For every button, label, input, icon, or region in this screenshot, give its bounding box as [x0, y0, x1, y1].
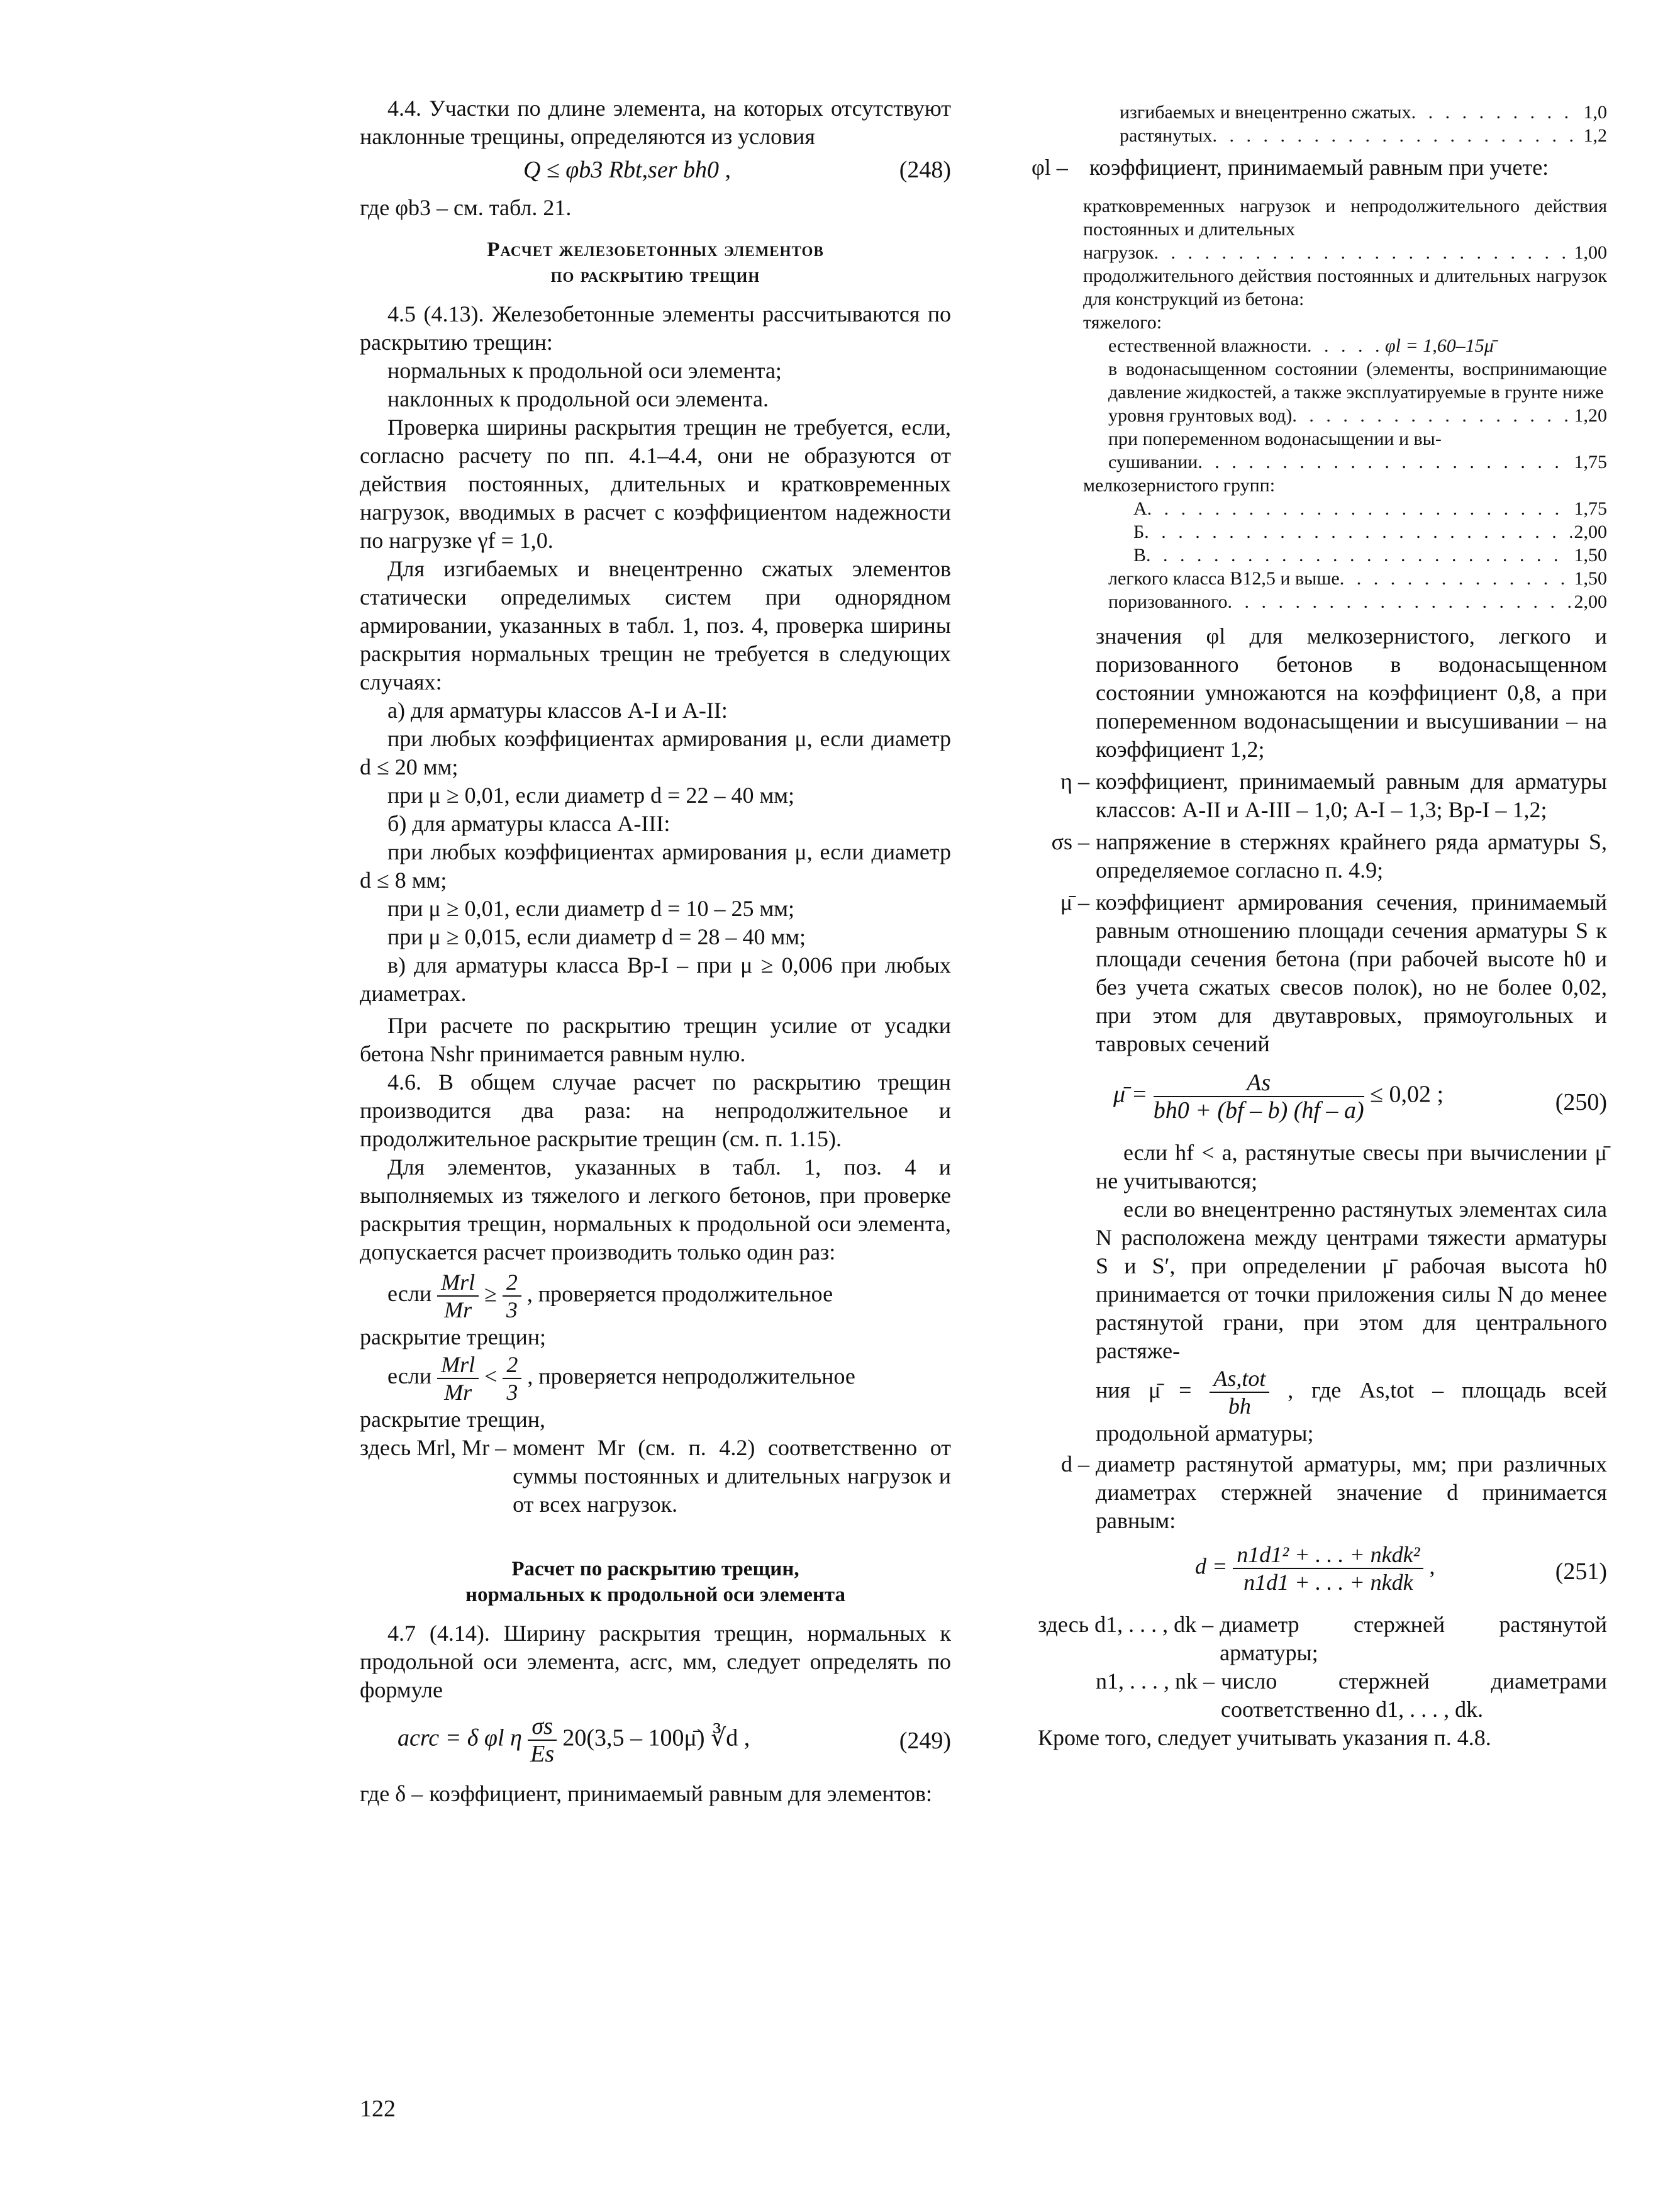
definition-eta-value: коэффициент, принимаемый равным для арматуры классов: А-II и А-III – 1,0; А-I – 1,3; Вр-I – 1,2;: [1096, 769, 1607, 822]
formula-250-numerator: As: [1154, 1070, 1364, 1097]
definition-eta-key: η –: [1060, 769, 1089, 794]
case-c: в) для арматуры класса Вр-I – при μ ≥ 0,006 при любых диаметрах.: [360, 952, 951, 1006]
para-4-6-b: Для элементов, указанных в табл. 1, поз. 4 и выполняемых из тяжелого и легкого бетонов, при проверке раскрытия трещин, нормальных к продольной оси элемента, допускается расчет производить только один раз:: [360, 1154, 951, 1265]
formula-251-numerator: n1d1² + . . . + nkdk²: [1233, 1541, 1423, 1569]
leader-row: [1108, 567, 1607, 590]
ratio-numerator: Mrl: [437, 1269, 479, 1297]
definition-d: [1038, 1450, 1607, 1535]
para-4-4: 4.4. Участки по длине элемента, на которых отсутствуют наклонные трещины, определяются из условия: [360, 96, 951, 149]
long-load-text: продолжительного действия постоянных и длительных нагрузок для конструкций из бетона:: [1083, 265, 1607, 310]
leader-row: [1120, 124, 1607, 147]
formula-250-number: (250): [1555, 1089, 1607, 1115]
definition-sigma-value: напряжение в стержнях крайнего ряда арматуры S, определяемое согласно п. 4.9;: [1096, 829, 1607, 883]
mu-note-3-post: , где As,tot – площадь всей продольной арматуры;: [1096, 1377, 1607, 1446]
heading-normal-cracks: [360, 1556, 951, 1608]
leader-row: [1083, 241, 1607, 264]
leader-label: поризованного: [1108, 591, 1228, 612]
heading-1-line-2: по раскрытию трещин: [550, 264, 760, 287]
leader-value: 2,00: [1574, 591, 1607, 612]
alternate-text: при попеременном водонасыщении и вы-: [1108, 428, 1442, 449]
heading-2-line-2: нормальных к продольной оси элемента: [465, 1584, 846, 1606]
leader-value: 1,75: [1574, 498, 1607, 519]
light-values: [1083, 567, 1607, 613]
condition-2-if: если: [387, 1363, 432, 1389]
definition-delta: [360, 1780, 951, 1808]
definition-sigma-key: σs –: [1051, 829, 1089, 854]
para-4-5-bend: Для изгибаемых и внецентренно сжатых элементов статически определимых систем при однорядном армировании, указанных в табл. 1, поз. 4, проверка ширины раскрытия нормальных трещин не требуется в следующих случаях:: [360, 556, 951, 695]
formula-251-number: (251): [1555, 1558, 1607, 1585]
definition-n1-nk: [1038, 1667, 1607, 1724]
definition-delta-key: где δ –: [360, 1781, 423, 1806]
formula-249: [360, 1713, 951, 1774]
heading-1-line-1: Расчет железобетонных элементов: [487, 238, 824, 261]
definition-d-key: d –: [1061, 1451, 1089, 1477]
condition-1-operator: ≥: [484, 1281, 497, 1307]
formula-250: [1038, 1070, 1607, 1139]
leader-label: изгибаемых и внецентренно сжатых: [1120, 102, 1411, 123]
mu-note-3-pre: ния μ̄ =: [1096, 1377, 1192, 1403]
leader-row: [1108, 404, 1607, 427]
para-4-5-b: наклонных к продольной оси элемента.: [387, 386, 769, 411]
definition-mu: [1038, 888, 1607, 1058]
definition-mu-value: коэффициент армирования сечения, принимаемый равным отношению площади сечения арматуры S к площади сечения бетона (при рабочей высоте h0 и без учета сжатых свесов полок), но не более 0,02, при этом для двутавровых, прямоугольных и тавровых сечений: [1096, 890, 1607, 1056]
condition-2-end: раскрытие трещин,: [360, 1407, 546, 1432]
mu-note-3: [1038, 1365, 1607, 1448]
heavy-concrete-label: тяжелого:: [1083, 312, 1162, 333]
definition-mrl: [360, 1434, 951, 1519]
formula-249-numerator: σs: [528, 1713, 557, 1741]
leader-value: 1,50: [1574, 545, 1607, 566]
formula-249-number: (249): [899, 1728, 951, 1754]
case-a: а) для арматуры классов А-I и А-II:: [387, 698, 728, 723]
formula-248-number: (248): [899, 157, 951, 183]
mu-note-3-denominator: bh: [1228, 1394, 1251, 1419]
bound-numerator: 2: [503, 1269, 521, 1297]
leader-label: Б: [1133, 522, 1145, 542]
definition-d1-dk-value: диаметр стержней растянутой арматуры;: [1220, 1612, 1607, 1665]
case-b: б) для арматуры класса А-III:: [387, 811, 670, 836]
mu-note-3-numerator: As,tot: [1210, 1365, 1269, 1393]
condition-1-result: , проверяется продолжительное: [526, 1281, 833, 1307]
formula-251: d = $\frac{\text{n1d1² + . . . + nkdk²}}{\text{n1d1 + . . . + nkdk}}$ , (251): [1195, 1542, 1607, 1595]
case-a-1: при любых коэффициентах армирования μ, если диаметр d ≤ 20 мм;: [360, 726, 951, 779]
definition-mrl-key: здесь Mrl, Mr –: [360, 1435, 507, 1460]
mu-note-3-fraction: [1210, 1365, 1269, 1419]
definition-d1-dk-key: здесь d1, . . . , dk –: [1038, 1612, 1214, 1637]
para-4-7: 4.7 (4.14). Ширину раскрытия трещин, нормальных к продольной оси элемента, acrc, мм, следует определять по формуле: [360, 1621, 951, 1702]
ratio-numerator: Mrl: [437, 1351, 479, 1379]
bound-denominator: 3: [506, 1297, 518, 1322]
saturated-text: в водонасыщенном состоянии (элементы, воспринимающие давление жидкостей, а также эксплуатируемые в грунте ниже: [1108, 359, 1607, 403]
leader-value: 1,20: [1574, 405, 1607, 426]
delta-values: [1038, 101, 1607, 147]
phil-note: значения φl для мелкозернистого, легкого и поризованного бетонов в водонасыщенном состоянии умножаются на коэффициент 0,8, а при попеременном водонасыщении и высушивании – на коэффициент 1,2;: [1096, 623, 1607, 762]
condition-2-ratio: [437, 1351, 479, 1405]
leader-value: φl = 1,60–15μ̄: [1385, 335, 1494, 356]
leader-value: 1,2: [1583, 125, 1607, 146]
para-4-4-where: где φb3 – см. табл. 21.: [360, 195, 572, 220]
formula-249-denominator: Es: [530, 1741, 555, 1767]
leader-row: [1108, 590, 1607, 613]
right-column: [1032, 101, 1607, 1752]
formula-249-fraction: [528, 1713, 557, 1767]
formula-248-body: Q ≤ φb3 Rbt,ser bh0 ,: [523, 157, 732, 183]
case-a-2: при μ ≥ 0,01, если диаметр d = 22 – 40 мм;: [387, 783, 795, 808]
short-load-text: кратковременных нагрузок и непродолжительного действия постоянных и длительных: [1083, 196, 1607, 240]
definition-phil-key: φl –: [1032, 155, 1068, 180]
leader-value: 1,00: [1574, 242, 1607, 263]
para-4-5-check: Проверка ширины раскрытия трещин не требуется, если, согласно расчету по пп. 4.1–4.4, они не образуются от действия постоянных, длительных и кратковременных нагрузок, вводимых в расчет с коэффициентом надежности по нагрузке γf = 1,0.: [360, 415, 951, 553]
para-4-5: 4.5 (4.13). Железобетонные элементы рассчитываются по раскрытию трещин:: [360, 301, 951, 355]
formula-248: [360, 151, 951, 190]
leader-value: 1,0: [1583, 102, 1607, 123]
formula-251-denominator: n1d1 + . . . + nkdk: [1243, 1570, 1413, 1595]
leader-value: 2,00: [1574, 522, 1607, 542]
leader-row: [1108, 450, 1607, 474]
definition-d-value: диаметр растянутой арматуры, мм; при различных диаметрах стержней значение d принимается равным:: [1096, 1451, 1607, 1533]
definition-delta-value: коэффициент, принимаемый равным для элементов:: [429, 1781, 932, 1806]
case-b-1: при любых коэффициентах армирования μ, если диаметр d ≤ 8 мм;: [360, 839, 951, 893]
left-column: [360, 94, 951, 1808]
heavy-values: [1083, 334, 1607, 474]
formula-249-rhs: 20(3,5 – 100μ̄) ∛d ,: [562, 1724, 750, 1751]
leader-value: 1,50: [1574, 568, 1607, 589]
condition-1: [360, 1269, 951, 1323]
formula-249-lhs: acrc = δ φl η: [398, 1724, 522, 1751]
definition-sigma: [1038, 828, 1607, 885]
condition-1-if: если: [387, 1281, 432, 1307]
para-4-6: 4.6. В общем случае расчет по раскрытию трещин производится два раза: на непродолжительное и продолжительное раскрытие трещин (см. п. 1.15).: [360, 1070, 951, 1151]
definition-n1-nk-key: n1, . . . , nk –: [1096, 1668, 1215, 1694]
condition-1-bound: [503, 1269, 521, 1323]
bound-denominator: 3: [506, 1380, 518, 1405]
leader-row: [1133, 520, 1607, 544]
leader-label: легкого класса В12,5 и выше: [1108, 568, 1340, 589]
formula-250-fraction: [1154, 1070, 1364, 1124]
finegrain-label: мелкозернистого групп:: [1083, 475, 1276, 496]
formula-250-lhs: μ̄ =: [1113, 1081, 1148, 1108]
leader-label: нагрузок: [1083, 242, 1154, 263]
mu-note-1: если hf < a, растянутые свесы при вычислении μ̄ не учитываются;: [1096, 1140, 1607, 1193]
para-shrinkage: При расчете по раскрытию трещин усилие от усадки бетона Nshr принимается равным нулю.: [360, 1013, 951, 1066]
definition-eta: [1038, 768, 1607, 824]
formula-250-denominator: bh0 + (bf – b) (hf – a): [1153, 1097, 1364, 1124]
leader-row: [1133, 544, 1607, 567]
leader-label: растянутых: [1120, 125, 1213, 146]
definition-n1-nk-value: число стержней диаметрами соответственно d1, . . . , dk.: [1221, 1668, 1607, 1722]
heading-crack-opening: [360, 237, 951, 289]
condition-1-end: раскрытие трещин;: [360, 1324, 547, 1349]
leader-row: [1120, 101, 1607, 124]
ratio-denominator: Mr: [444, 1297, 472, 1322]
condition-2-result: , проверяется непродолжительное: [527, 1363, 855, 1389]
final-note: Кроме того, следует учитывать указания п. 4.8.: [1038, 1725, 1491, 1750]
formula-251-fraction: [1233, 1541, 1423, 1595]
leader-label: В: [1133, 545, 1147, 566]
leader-label: уровня грунтовых вод): [1108, 405, 1293, 426]
phil-values: [1038, 194, 1607, 613]
leader-label: А: [1133, 498, 1147, 519]
bound-numerator: 2: [503, 1351, 521, 1379]
case-b-2: при μ ≥ 0,01, если диаметр d = 10 – 25 мм;: [387, 896, 795, 921]
condition-2-bound: [503, 1351, 521, 1405]
definition-mu-key: μ̄ –: [1060, 890, 1089, 915]
mu-note-2: если во внецентренно растянутых элементах сила N расположена между центрами тяжести арматуры S и S′, при определении μ̄ рабочая высота h0 принимается от точки приложения силы N до менее растянутой грани, при этом для центрального растяже-: [1096, 1197, 1607, 1363]
definition-d1-dk: [1038, 1611, 1607, 1667]
leader-label: сушивании: [1108, 452, 1198, 472]
leader-row: [1108, 334, 1607, 357]
formula-251-lhs: d =: [1195, 1553, 1228, 1579]
leader-label: естественной влажности: [1108, 335, 1308, 356]
definition-phil-value: коэффициент, принимаемый равным при учете:: [1089, 155, 1549, 180]
leader-row: [1133, 497, 1607, 520]
condition-1-ratio: [437, 1269, 479, 1323]
definition-mrl-value: момент Mr (см. п. 4.2) соответственно от суммы постоянных и длительных нагрузок и от всех нагрузок.: [513, 1435, 951, 1517]
ratio-denominator: Mr: [444, 1380, 472, 1405]
condition-2: [360, 1351, 951, 1405]
page-number: 122: [360, 2096, 396, 2122]
finegrain-values: [1083, 497, 1607, 567]
condition-2-operator: <: [484, 1363, 498, 1389]
leader-value: 1,75: [1574, 452, 1607, 472]
case-b-3: при μ ≥ 0,015, если диаметр d = 28 – 40 мм;: [387, 924, 806, 949]
heading-2-line-1: Расчет по раскрытию трещин,: [511, 1558, 799, 1580]
formula-250-rhs: ≤ 0,02 ;: [1370, 1081, 1444, 1108]
definition-phil: [1032, 154, 1607, 182]
para-4-5-a: нормальных к продольной оси элемента;: [387, 358, 782, 383]
